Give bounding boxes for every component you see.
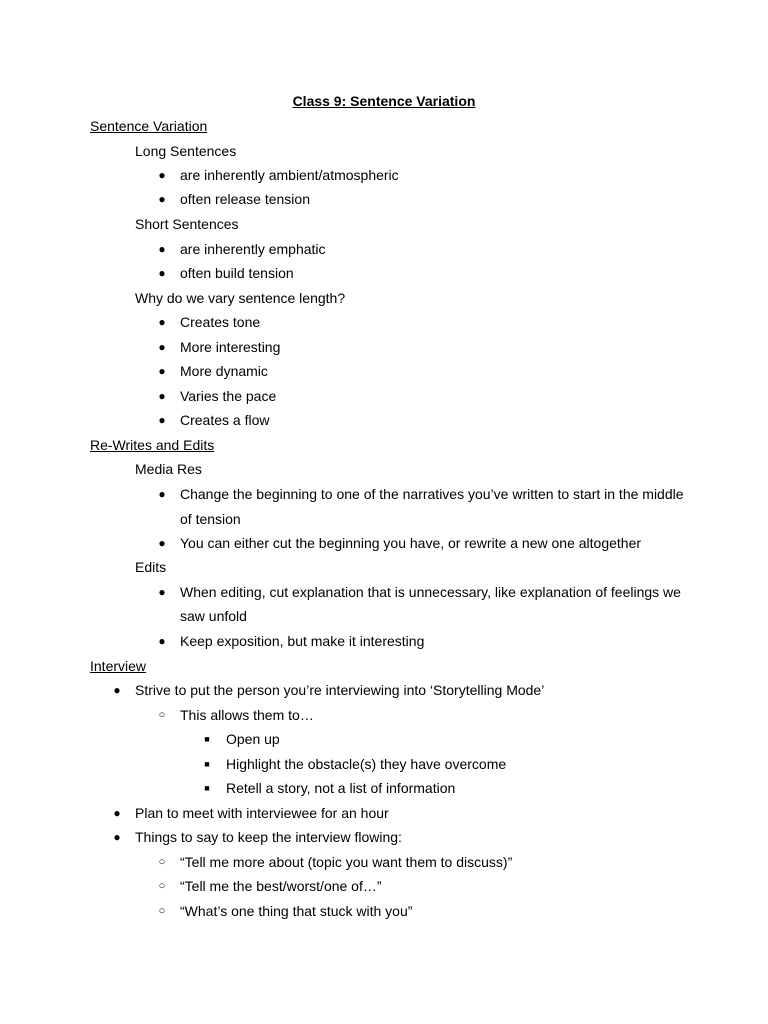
bullet-circle-icon: ○ bbox=[158, 856, 166, 868]
list-item: Keep exposition, but make it interesting bbox=[180, 633, 425, 649]
bullet-circle-icon: ○ bbox=[158, 709, 166, 721]
bullet-disc-icon: ● bbox=[158, 634, 166, 648]
page-title: Class 9: Sentence Variation bbox=[292, 93, 476, 109]
subheading-long-sentences: Long Sentences bbox=[135, 143, 237, 159]
list-item-continuation: of tension bbox=[180, 511, 241, 527]
bullet-disc-icon: ● bbox=[158, 168, 166, 182]
list-item: When editing, cut explanation that is unnecessary, like explanation of feelings we bbox=[180, 584, 681, 600]
bullet-circle-icon: ○ bbox=[158, 905, 166, 917]
list-item: This allows them to… bbox=[180, 707, 314, 723]
list-item: Creates a flow bbox=[180, 412, 270, 428]
section-heading-interview: Interview bbox=[90, 658, 147, 674]
bullet-disc-icon: ● bbox=[158, 242, 166, 256]
section-heading-sentence-variation: Sentence Variation bbox=[90, 118, 208, 134]
list-item: More interesting bbox=[180, 339, 281, 355]
section-heading-rewrites: Re-Writes and Edits bbox=[90, 437, 215, 453]
bullet-disc-icon: ● bbox=[158, 192, 166, 206]
bullet-disc-icon: ● bbox=[113, 806, 121, 820]
list-item: Things to say to keep the interview flowing: bbox=[135, 829, 402, 845]
list-item: “Tell me the best/worst/one of…” bbox=[180, 878, 382, 894]
list-item: “Tell me more about (topic you want them to discuss)” bbox=[180, 854, 513, 870]
list-item: More dynamic bbox=[180, 363, 268, 379]
subheading-edits: Edits bbox=[135, 559, 167, 575]
list-item: Open up bbox=[226, 731, 280, 747]
subheading-media-res: Media Res bbox=[135, 461, 202, 477]
bullet-disc-icon: ● bbox=[158, 487, 166, 501]
bullet-disc-icon: ● bbox=[158, 364, 166, 378]
list-item: Retell a story, not a list of information bbox=[226, 780, 456, 796]
bullet-circle-icon: ○ bbox=[158, 880, 166, 892]
bullet-square-icon: ■ bbox=[204, 734, 210, 744]
bullet-disc-icon: ● bbox=[113, 830, 121, 844]
bullet-disc-icon: ● bbox=[158, 389, 166, 403]
bullet-disc-icon: ● bbox=[158, 413, 166, 427]
list-item: Varies the pace bbox=[180, 388, 277, 404]
subheading-why-vary: Why do we vary sentence length? bbox=[135, 290, 346, 306]
list-item: often release tension bbox=[180, 191, 310, 207]
bullet-disc-icon: ● bbox=[158, 536, 166, 550]
list-item: often build tension bbox=[180, 265, 294, 281]
list-item: Highlight the obstacle(s) they have overcome bbox=[226, 756, 507, 772]
bullet-disc-icon: ● bbox=[158, 585, 166, 599]
list-item: are inherently emphatic bbox=[180, 241, 326, 257]
bullet-square-icon: ■ bbox=[204, 759, 210, 769]
bullet-disc-icon: ● bbox=[158, 315, 166, 329]
bullet-disc-icon: ● bbox=[158, 340, 166, 354]
list-item: Strive to put the person you’re interviewing into ‘Storytelling Mode’ bbox=[135, 682, 545, 698]
list-item: are inherently ambient/atmospheric bbox=[180, 167, 399, 183]
list-item: You can either cut the beginning you have, or rewrite a new one altogether bbox=[180, 535, 642, 551]
list-item: Plan to meet with interviewee for an hour bbox=[135, 805, 389, 821]
bullet-square-icon: ■ bbox=[204, 783, 210, 793]
list-item: Creates tone bbox=[180, 314, 261, 330]
list-item-continuation: saw unfold bbox=[180, 608, 247, 624]
list-item: Change the beginning to one of the narratives you’ve written to start in the middle bbox=[180, 486, 684, 502]
bullet-disc-icon: ● bbox=[158, 266, 166, 280]
bullet-disc-icon: ● bbox=[113, 683, 121, 697]
list-item: “What’s one thing that stuck with you” bbox=[180, 903, 413, 919]
subheading-short-sentences: Short Sentences bbox=[135, 216, 239, 232]
